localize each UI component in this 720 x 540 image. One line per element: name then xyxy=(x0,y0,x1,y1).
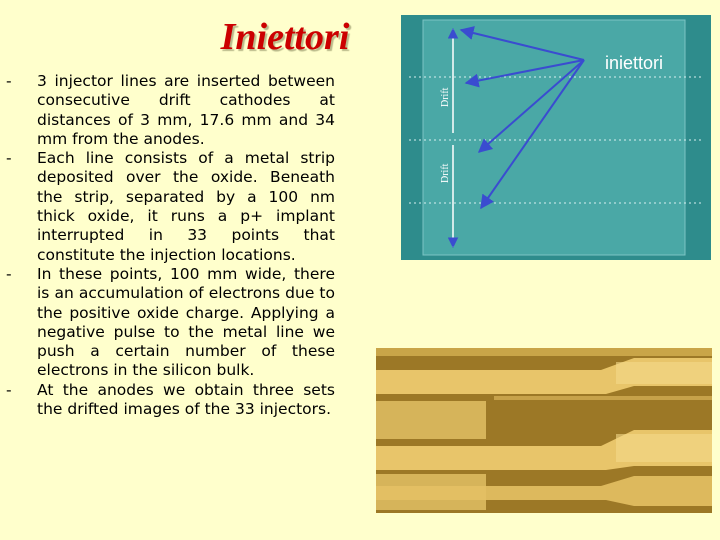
bullet-text: Each line consists of a metal strip deposited over the oxide. Beneath the strip, separated by a 100 nm thick oxide, it runs a p+ implant interrupted in 33 points that constitute the injection locations. xyxy=(37,149,335,264)
bullet-item xyxy=(0,72,335,149)
bullet-marker: - xyxy=(6,380,12,399)
micrograph-photo xyxy=(376,348,712,513)
bullet-marker: - xyxy=(6,72,12,90)
slide-title: Iniettori xyxy=(220,16,350,58)
bullet-item xyxy=(0,149,335,265)
bullet-list xyxy=(0,72,335,419)
drift-label: Drift xyxy=(440,87,451,107)
bullet-text: At the anodes we obtain three sets the drifted images of the 33 injectors. xyxy=(37,380,335,419)
drift-label: Drift xyxy=(440,163,451,183)
bullet-marker: - xyxy=(6,264,12,283)
bullet-text: 3 injector lines are inserted between consecutive drift cathodes at distances of 3 mm, 17.6 mm and 34 mm from the anodes. xyxy=(37,72,335,148)
micrograph-image xyxy=(376,348,712,513)
bullet-item xyxy=(0,381,335,420)
bullet-marker: - xyxy=(6,149,12,168)
bullet-text: In these points, 100 mm wide, there is an accumulation of electrons due to the positive oxide charge. Applying a negative pulse to the metal line we push a certain number of these electrons in the silicon bulk. xyxy=(37,264,335,380)
detector-diagram xyxy=(401,15,711,260)
diagram-label: iniettori xyxy=(605,53,664,73)
bullet-item xyxy=(0,265,335,381)
